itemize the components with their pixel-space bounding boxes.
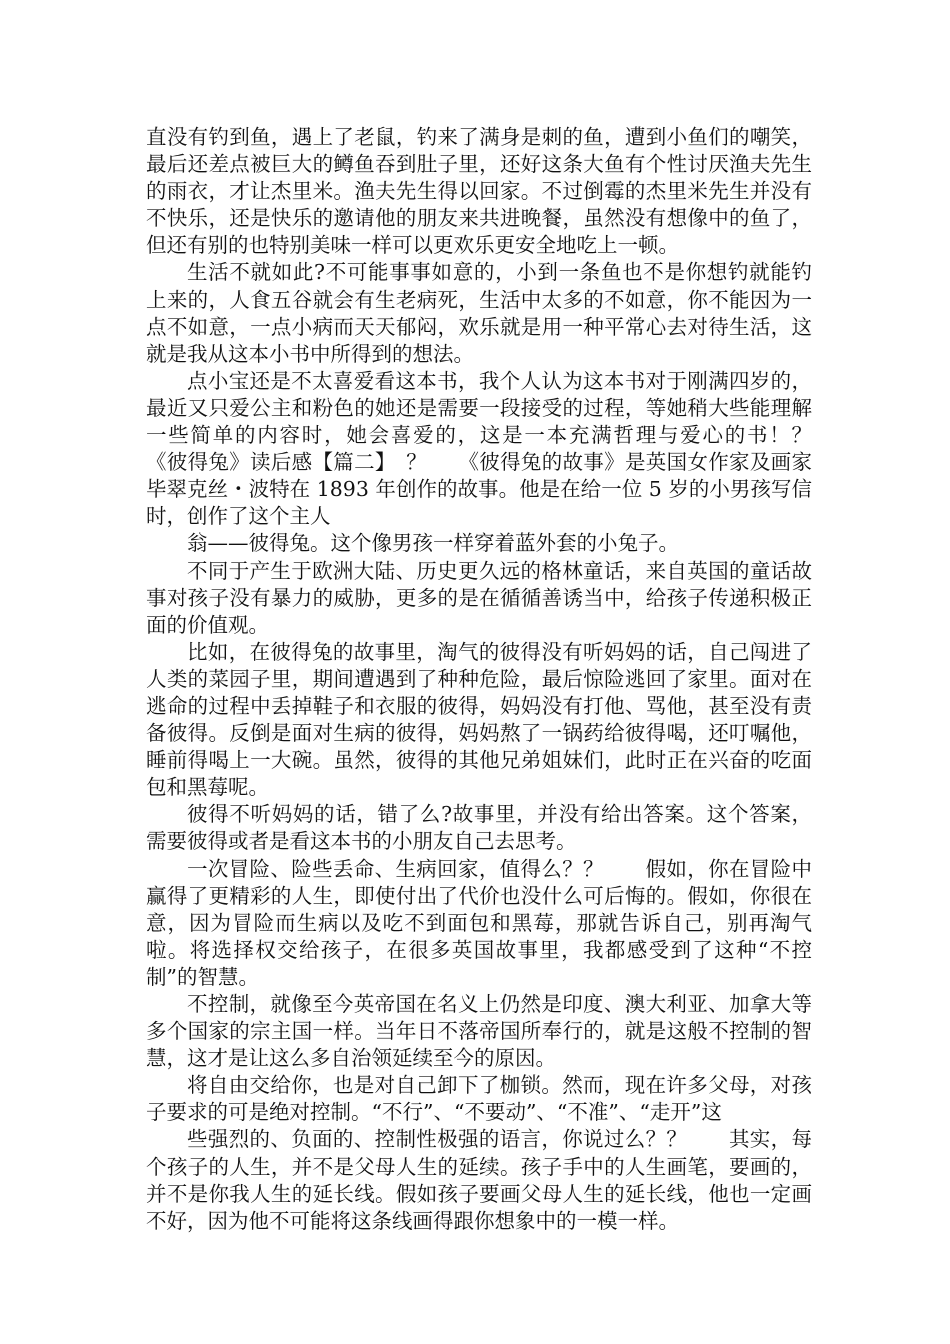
paragraph-11: 些强烈的、负面的、控制性极强的语言，你说过么？？ 其实，每个孩子的人生，并不是父母人生的延续。孩子手中的人生画笔，要画的，并不是你我人生的延长线。假如孩子要画父母人生的延长线，他也一定画不好，因为他不可能将这条线画得跟你想象中的一模一样。 xyxy=(146,1127,812,1233)
paragraph-3: 点小宝还是不太喜爱看这本书，我个人认为这本书对于刚满四岁的，最近又只爱公主和粉色的她还是需要一段接受的过程，等她稍大些能理解一些简单的内容时，她会喜爱的，这是一本充满哲理与爱心的书！？ 《彼得兔》读后感【篇二】 ？ 《彼得兔的故事》是英国女作家及画家毕翠克丝・波特在 1893 年创作的故事。他是在给一位 5 岁的小男孩写信时，创作了这个主人 xyxy=(146,368,833,529)
document-body xyxy=(146,124,833,1235)
paragraph-2: 生活不就如此?不可能事事如意的，小到一条鱼也不是你想钓就能钓上来的，人食五谷就会有生老病死，生活中太多的不如意，你不能因为一点不如意，一点小病而天天郁闷，欢乐就是用一种平常心去对待生活，这就是我从这本小书中所得到的想法。 xyxy=(146,260,812,366)
paragraph-1: 直没有钓到鱼，遇上了老鼠，钓来了满身是刺的鱼，遭到小鱼们的嘲笑，最后还差点被巨大的鳟鱼吞到肚子里，还好这条大鱼有个性讨厌渔夫先生的雨衣，才让杰里米。渔夫先生得以回家。不过倒霉的杰里米先生并没有不快乐，还是快乐的邀请他的朋友来共进晚餐，虽然没有想像中的鱼了，但还有别的也特别美味一样可以更欢乐更安全地吃上一顿。 xyxy=(146,125,812,258)
paragraph-4: 翁——彼得兔。这个像男孩一样穿着蓝外套的小兔子。 xyxy=(187,531,679,556)
paragraph-6: 比如，在彼得兔的故事里，淘气的彼得没有听妈妈的话，自己闯进了人类的菜园子里，期间遭遇到了种种危险，最后惊险逃回了家里。面对在逃命的过程中丢掉鞋子和衣服的彼得，妈妈没有打他、骂他，甚至没有责备彼得。反倒是面对生病的彼得，妈妈熬了一锅药给彼得喝，还叮嘱他，睡前得喝上一大碗。虽然，彼得的其他兄弟姐妹们，此时正在兴奋的吃面包和黑莓呢。 xyxy=(146,639,812,800)
paragraph-9: 不控制，就像至今英帝国在名义上仍然是印度、澳大利亚、加拿大等多个国家的宗主国一样。当年日不落帝国所奉行的，就是这般不控制的智慧，这才是让这么多自治领延续至今的原因。 xyxy=(146,992,812,1071)
paragraph-8: 一次冒险、险些丢命、生病回家，值得么？？ 假如，你在冒险中赢得了更精彩的人生，即使付出了代价也没什么可后悔的。假如，你很在意，因为冒险而生病以及吃不到面包和黑莓，那就告诉自己，别再淘气啦。将选择权交给孩子，在很多英国故事里，我都感受到了这种“不控制”的智慧。 xyxy=(146,856,812,989)
paragraph-10: 将自由交给你，也是对自己卸下了枷锁。然而，现在许多父母，对孩子要求的可是绝对控制。“不行”、“不要动”、“不准”、“走开”这 xyxy=(146,1073,812,1125)
paragraph-7: 彼得不听妈妈的话，错了么?故事里，并没有给出答案。这个答案，需要彼得或者是看这本书的小朋友自己去思考。 xyxy=(146,802,812,854)
paragraph-5: 不同于产生于欧洲大陆、历史更久远的格林童话，来自英国的童话故事对孩子没有暴力的威胁，更多的是在循循善诱当中，给孩子传递积极正面的价值观。 xyxy=(146,558,812,637)
